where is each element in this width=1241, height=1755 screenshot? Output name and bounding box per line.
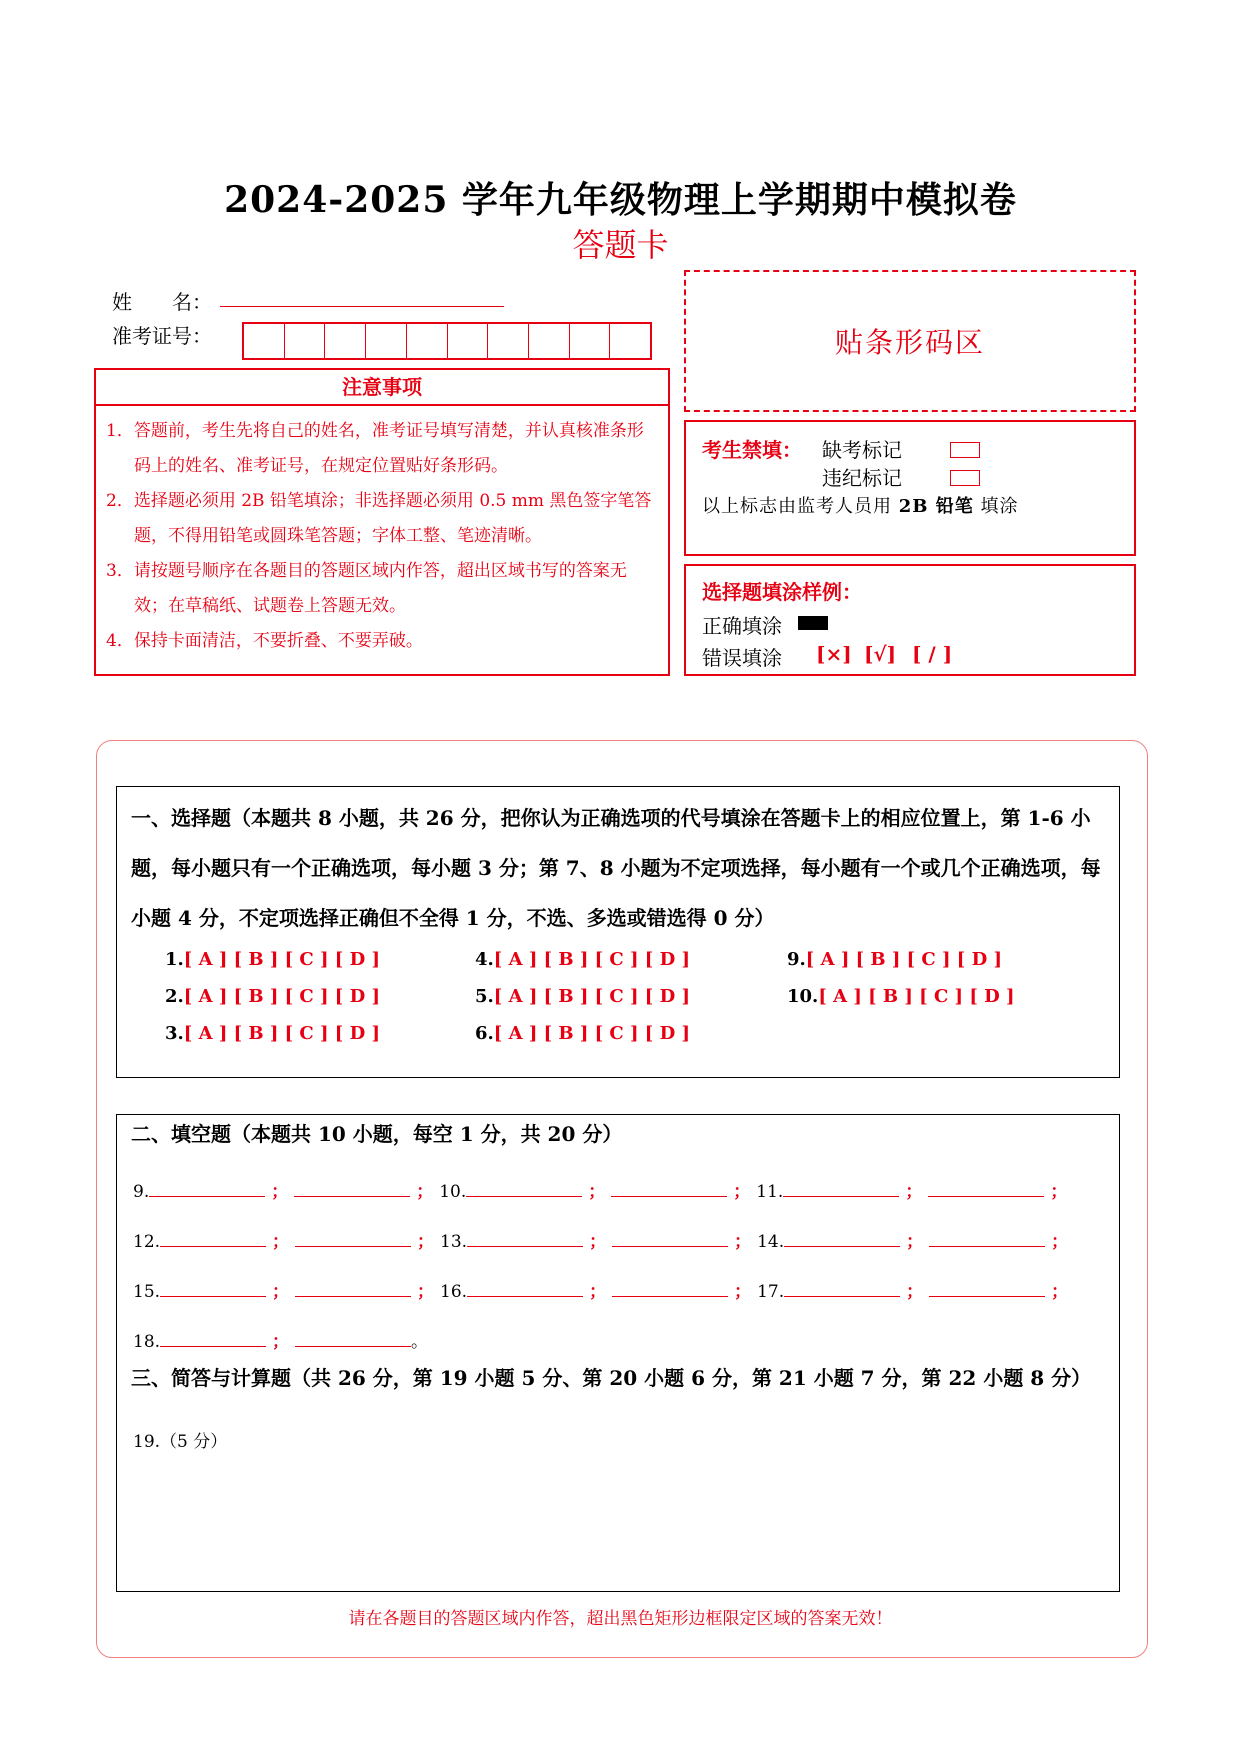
notice-body [94, 406, 670, 676]
fill-blank[interactable] [466, 1178, 582, 1197]
choice-question: 2.[ A ] [ B ] [ C ] [ D ] [165, 986, 380, 1007]
notice-title: 注意事项 [94, 368, 670, 406]
choice-question: 10.[ A ] [ B ] [ C ] [ D ] [787, 986, 1015, 1007]
id-number-boxes[interactable] [242, 322, 652, 360]
wrong-fill-mark: [×] [816, 642, 852, 666]
choice-options[interactable]: [ A ] [ B ] [ C ] [ D ] [183, 1023, 380, 1044]
fill-blank[interactable] [160, 1228, 266, 1247]
exam-mark-note: 以上标志由监考人员用 2B 铅笔 填涂 [702, 496, 1019, 517]
notice-item: 3．请按题号顺序在各题目的答题区域内作答，超出区域书写的答案无效；在草稿纸、试题卷上答题无效。 [106, 561, 627, 616]
fill-blank[interactable] [929, 1278, 1045, 1297]
correct-fill-label: 正确填涂 [702, 614, 782, 638]
exam-mark-box [684, 420, 1136, 556]
fill-blank[interactable] [783, 1178, 899, 1197]
absent-mark-box[interactable] [950, 442, 980, 458]
notice-item: 2．选择题必须用 2B 铅笔填涂；非选择题必须用 0.5 mm 黑色签字笔答题，不得用铅笔或圆珠笔答题；字体工整、笔迹清晰。 [106, 491, 652, 546]
name-label: 姓 名： [112, 290, 212, 314]
fill-blank[interactable] [611, 1178, 727, 1197]
violation-mark-box[interactable] [950, 470, 980, 486]
fill-blank[interactable] [295, 1328, 411, 1347]
fill-blank[interactable] [295, 1278, 411, 1297]
footer-warning: 请在各题目的答题区域内作答，超出黑色矩形边框限定区域的答案无效！ [348, 1609, 893, 1629]
sample-title: 选择题填涂样例： [702, 580, 862, 604]
choice-question: 5.[ A ] [ B ] [ C ] [ D ] [475, 986, 690, 1007]
choice-options[interactable]: [ A ] [ B ] [ C ] [ D ] [493, 1023, 690, 1044]
fill-blank[interactable] [160, 1278, 266, 1297]
absent-mark-label: 缺考标记 [822, 438, 902, 462]
fill-row: 15. ； ； 16. ； ； 17. ； ； [133, 1277, 1074, 1302]
fill-row: 9. ； ； 10. ； ； 11. ； ； [133, 1177, 1073, 1202]
id-label: 准考证号： [112, 324, 212, 348]
section-calc-title: 三、简答与计算题（共 26 分，第 19 小题 5 分、第 20 小题 6 分，第 21 小题 7 分，第 22 小题 8 分） [131, 1366, 1092, 1390]
fill-blank[interactable] [784, 1278, 900, 1297]
barcode-area [684, 270, 1136, 412]
question-19-label: 19.（5 分） [133, 1432, 228, 1452]
fill-blank[interactable] [149, 1178, 265, 1197]
section-choice-title: 一、选择题（本题共 8 小题，共 26 分，把你认为正确选项的代号填涂在答题卡上的相应位置上，第 1-6 小题，每小题只有一个正确选项，每小题 3 分；第 7、8 小题为不定项选择，每小题有一个或几个正确选项，每小题 4 分，不定项选择正确但不全得 1 分，不选、多选或错选得 0 分） [131, 806, 1101, 930]
fill-blank[interactable] [295, 1228, 411, 1247]
choice-question: 1.[ A ] [ B ] [ C ] [ D ] [165, 949, 380, 970]
page-title: 2024-2025 学年九年级物理上学期期中模拟卷 [224, 179, 1017, 221]
choice-options[interactable]: [ A ] [ B ] [ C ] [ D ] [818, 986, 1015, 1007]
choice-question: 6.[ A ] [ B ] [ C ] [ D ] [475, 1023, 690, 1044]
fill-blank[interactable] [784, 1228, 900, 1247]
wrong-fill-mark: [ / ] [912, 642, 953, 666]
section-choice [116, 786, 1120, 1078]
section-fill-and-calc [116, 1114, 1120, 1592]
notice-item: 1．答题前，考生先将自己的姓名，准考证号填写清楚，并认真核准条形码上的姓名、准考证号，在规定位置贴好条形码。 [106, 421, 644, 476]
barcode-label: 贴条形码区 [834, 326, 985, 359]
page-subtitle: 答题卡 [572, 226, 669, 264]
choice-question: 3.[ A ] [ B ] [ C ] [ D ] [165, 1023, 380, 1044]
choice-options[interactable]: [ A ] [ B ] [ C ] [ D ] [493, 986, 690, 1007]
fill-row: 18. ； 。 [133, 1327, 428, 1352]
notice-item: 4．保持卡面清洁，不要折叠、不要弄破。 [106, 631, 423, 651]
fill-blank[interactable] [294, 1178, 410, 1197]
choice-options[interactable]: [ A ] [ B ] [ C ] [ D ] [183, 986, 380, 1007]
fill-blank[interactable] [612, 1228, 728, 1247]
fill-row: 12. ； ； 13. ； ； 14. ； ； [133, 1227, 1074, 1252]
choice-options[interactable]: [ A ] [ B ] [ C ] [ D ] [805, 949, 1002, 970]
violation-mark-label: 违纪标记 [822, 466, 902, 490]
exam-mark-title: 考生禁填： [702, 438, 802, 462]
name-field[interactable] [220, 306, 504, 307]
fill-sample-box [684, 564, 1136, 676]
choice-options[interactable]: [ A ] [ B ] [ C ] [ D ] [493, 949, 690, 970]
wrong-fill-label: 错误填涂 [702, 646, 782, 670]
question-19-answer-area[interactable] [133, 1455, 1103, 1581]
section-fill-title: 二、填空题（本题共 10 小题，每空 1 分，共 20 分） [131, 1122, 623, 1146]
correct-fill-mark [798, 616, 828, 630]
choice-question: 4.[ A ] [ B ] [ C ] [ D ] [475, 949, 690, 970]
fill-blank[interactable] [467, 1228, 583, 1247]
choice-options[interactable]: [ A ] [ B ] [ C ] [ D ] [183, 949, 380, 970]
fill-blank[interactable] [928, 1178, 1044, 1197]
choice-question: 9.[ A ] [ B ] [ C ] [ D ] [787, 949, 1002, 970]
fill-blank[interactable] [929, 1228, 1045, 1247]
fill-blank[interactable] [467, 1278, 583, 1297]
fill-blank[interactable] [160, 1328, 266, 1347]
fill-blank[interactable] [612, 1278, 728, 1297]
wrong-fill-mark: [√] [864, 642, 897, 666]
